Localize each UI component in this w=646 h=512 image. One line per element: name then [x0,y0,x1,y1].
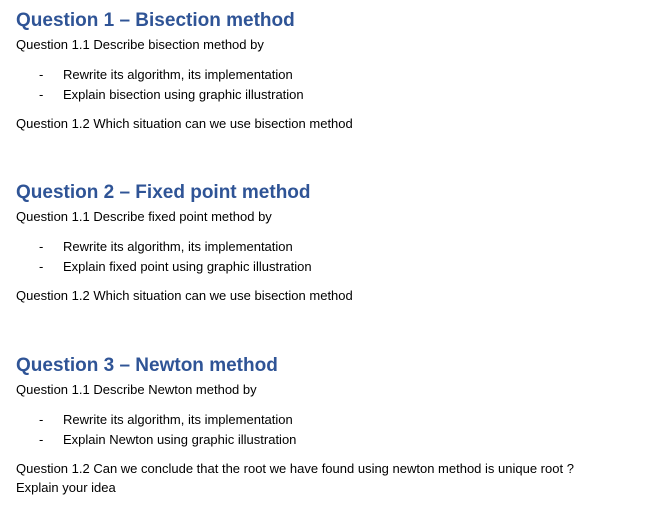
section-2-bullet-list [16,237,636,276]
section-3-question-1-2: Question 1.2 Can we conclude that the root we have found using newton method is unique root ? [16,461,574,476]
bullet-text: Rewrite its algorithm, its implementation [63,67,293,82]
section-3-question-1-2-continued: Explain your idea [16,480,116,495]
section-1-heading: Question 1 – Bisection method [16,10,295,31]
bullet-dash: - [39,431,44,447]
bullet-text: Explain fixed point using graphic illustration [63,258,312,274]
section-1 [16,9,636,133]
section-1-question-1-2: Question 1.2 Which situation can we use bisection method [16,116,353,131]
bullet-dash: - [39,258,44,274]
section-1-bullet-list [16,65,636,104]
section-3-bullet-2 [16,430,636,450]
section-3-bullet-list [16,410,636,449]
bullet-dash: - [39,86,44,102]
section-1-question-1-1: Question 1.1 Describe bisection method by [16,37,264,52]
bullet-text: Rewrite its algorithm, its implementation [63,412,293,427]
section-2 [16,181,636,305]
bullet-dash: - [39,239,44,254]
section-2-question-1-1: Question 1.1 Describe fixed point method by [16,209,272,224]
section-2-heading: Question 2 – Fixed point method [16,182,311,203]
bullet-text: Explain bisection using graphic illustration [63,86,304,102]
section-1-bullet-1 [16,65,636,85]
section-3-bullet-1 [16,410,636,430]
section-2-bullet-2 [16,257,636,277]
section-3 [16,354,636,497]
section-1-bullet-2 [16,85,636,105]
bullet-text: Explain Newton using graphic illustration [63,431,297,447]
bullet-dash: - [39,412,44,427]
bullet-dash: - [39,67,44,82]
bullet-text: Rewrite its algorithm, its implementation [63,239,293,254]
section-3-question-1-1: Question 1.1 Describe Newton method by [16,382,257,397]
section-3-heading: Question 3 – Newton method [16,355,278,376]
section-2-bullet-1 [16,237,636,257]
section-2-question-1-2: Question 1.2 Which situation can we use bisection method [16,288,353,303]
